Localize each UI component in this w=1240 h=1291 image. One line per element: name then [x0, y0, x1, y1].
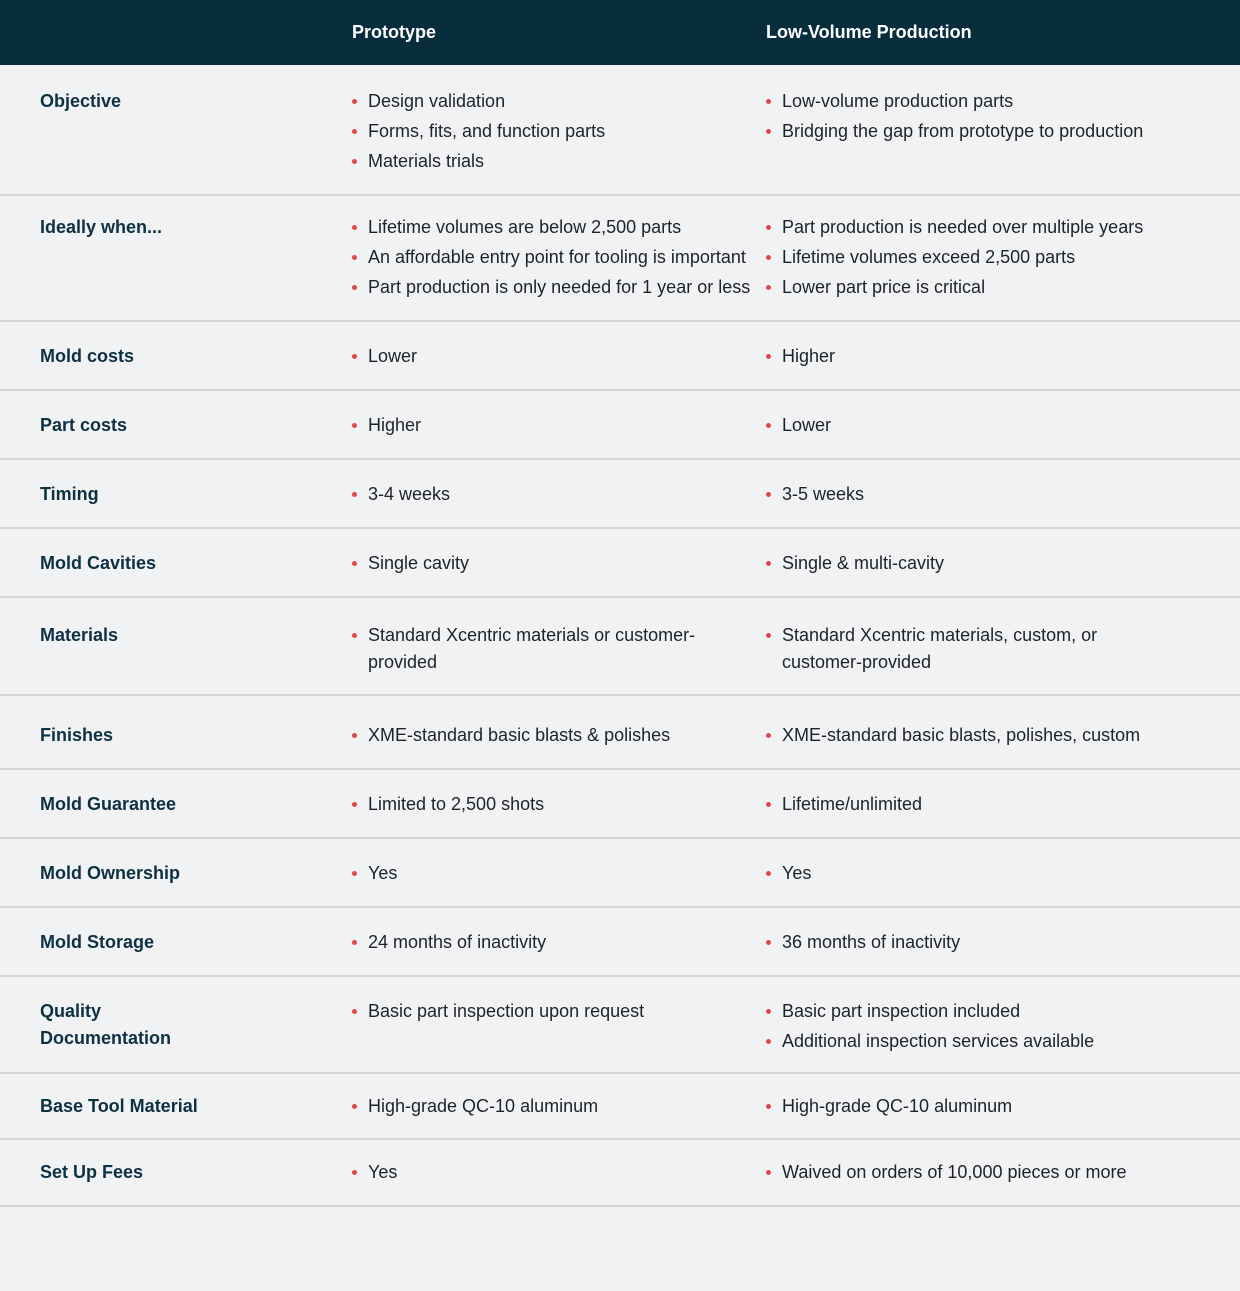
- row-label-text: Ideally when...: [40, 217, 163, 237]
- list-item: 3-5 weeks: [766, 481, 1150, 508]
- row-label-text: Mold Guarantee: [40, 794, 177, 814]
- row-label-text: Quality Documentation: [40, 1001, 172, 1048]
- production-cell: [766, 214, 1240, 301]
- row-label: [0, 481, 352, 508]
- list-item: Lower part price is critical: [766, 274, 1150, 301]
- row-label-text: Mold Cavities: [40, 553, 157, 573]
- list-item: Forms, fits, and function parts: [352, 118, 758, 145]
- production-bullet-list: [766, 343, 1150, 370]
- list-item: Standard Xcentric materials, custom, or customer-provided: [766, 622, 1150, 676]
- list-item: High-grade QC-10 aluminum: [766, 1093, 1150, 1120]
- prototype-cell: [352, 622, 766, 676]
- row-label-text: Mold Ownership: [40, 863, 181, 883]
- list-item: 36 months of inactivity: [766, 929, 1150, 956]
- production-cell: [766, 550, 1240, 577]
- row-label-text: Mold costs: [40, 346, 135, 366]
- production-bullet-list: [766, 622, 1150, 676]
- row-label: [0, 550, 352, 577]
- row-label-text: Objective: [40, 91, 122, 111]
- table-body: [0, 65, 1240, 1207]
- list-item: Waived on orders of 10,000 pieces or more: [766, 1159, 1150, 1186]
- prototype-cell: [352, 412, 766, 439]
- production-cell: [766, 622, 1240, 676]
- row-label: [0, 1093, 352, 1120]
- prototype-bullet-list: [352, 1159, 758, 1186]
- prototype-cell: [352, 860, 766, 887]
- table-row: [0, 839, 1240, 908]
- row-label: [0, 791, 352, 818]
- production-bullet-list: [766, 1159, 1150, 1186]
- list-item: Materials trials: [352, 148, 758, 175]
- prototype-cell: [352, 343, 766, 370]
- prototype-bullet-list: [352, 722, 758, 749]
- production-bullet-list: [766, 998, 1150, 1055]
- row-label-text: Base Tool Material: [40, 1096, 198, 1116]
- row-label: [0, 412, 352, 439]
- table-row: [0, 1074, 1240, 1140]
- row-label: [0, 998, 352, 1055]
- list-item: Basic part inspection included: [766, 998, 1150, 1025]
- prototype-bullet-list: [352, 998, 758, 1025]
- prototype-bullet-list: [352, 214, 758, 301]
- list-item: Lower: [766, 412, 1150, 439]
- list-item: High-grade QC-10 aluminum: [352, 1093, 758, 1120]
- production-cell: [766, 1159, 1240, 1186]
- header-prototype: Prototype: [352, 22, 437, 42]
- list-item: 3-4 weeks: [352, 481, 758, 508]
- list-item: Lifetime volumes exceed 2,500 parts: [766, 244, 1150, 271]
- prototype-cell: [352, 929, 766, 956]
- list-item: XME-standard basic blasts & polishes: [352, 722, 758, 749]
- list-item: Low-volume production parts: [766, 88, 1150, 115]
- table-row: [0, 770, 1240, 839]
- row-label-text: Part costs: [40, 415, 128, 435]
- row-label: [0, 722, 352, 749]
- prototype-bullet-list: [352, 929, 758, 956]
- prototype-cell: [352, 1159, 766, 1186]
- production-bullet-list: [766, 1093, 1150, 1120]
- table-row: [0, 1140, 1240, 1207]
- prototype-bullet-list: [352, 412, 758, 439]
- list-item: Design validation: [352, 88, 758, 115]
- prototype-bullet-list: [352, 88, 758, 175]
- list-item: Bridging the gap from prototype to production: [766, 118, 1150, 145]
- prototype-bullet-list: [352, 860, 758, 887]
- prototype-cell: [352, 1093, 766, 1120]
- production-cell: [766, 998, 1240, 1055]
- prototype-cell: [352, 214, 766, 301]
- row-label-text: Set Up Fees: [40, 1162, 144, 1182]
- list-item: Additional inspection services available: [766, 1028, 1150, 1055]
- table-row: [0, 977, 1240, 1074]
- prototype-cell: [352, 791, 766, 818]
- production-bullet-list: [766, 929, 1150, 956]
- prototype-bullet-list: [352, 481, 758, 508]
- production-bullet-list: [766, 791, 1150, 818]
- production-cell: [766, 722, 1240, 749]
- list-item: An affordable entry point for tooling is important: [352, 244, 758, 271]
- row-label-text: Finishes: [40, 725, 114, 745]
- production-cell: [766, 1093, 1240, 1120]
- list-item: XME-standard basic blasts, polishes, custom: [766, 722, 1150, 749]
- production-bullet-list: [766, 481, 1150, 508]
- table-row: [0, 696, 1240, 770]
- list-item: Lifetime/unlimited: [766, 791, 1150, 818]
- row-label: [0, 860, 352, 887]
- prototype-cell: [352, 481, 766, 508]
- production-bullet-list: [766, 550, 1150, 577]
- production-bullet-list: [766, 860, 1150, 887]
- prototype-bullet-list: [352, 622, 758, 676]
- prototype-bullet-list: [352, 791, 758, 818]
- row-label: [0, 929, 352, 956]
- row-label: [0, 214, 352, 301]
- list-item: Single cavity: [352, 550, 758, 577]
- list-item: 24 months of inactivity: [352, 929, 758, 956]
- prototype-bullet-list: [352, 343, 758, 370]
- production-cell: [766, 343, 1240, 370]
- list-item: Lower: [352, 343, 758, 370]
- prototype-cell: [352, 88, 766, 175]
- list-item: Standard Xcentric materials or customer-provided: [352, 622, 758, 676]
- table-header: [0, 0, 1240, 65]
- table-row: [0, 529, 1240, 598]
- list-item: Single & multi-cavity: [766, 550, 1150, 577]
- row-label-text: Materials: [40, 625, 119, 645]
- table-row: [0, 196, 1240, 322]
- row-label-text: Timing: [40, 484, 99, 504]
- prototype-bullet-list: [352, 550, 758, 577]
- list-item: Lifetime volumes are below 2,500 parts: [352, 214, 758, 241]
- production-cell: [766, 860, 1240, 887]
- table-row: [0, 65, 1240, 196]
- list-item: Part production is needed over multiple years: [766, 214, 1150, 241]
- list-item: Yes: [352, 860, 758, 887]
- table-row: [0, 908, 1240, 977]
- list-item: Yes: [766, 860, 1150, 887]
- list-item: Yes: [352, 1159, 758, 1186]
- production-cell: [766, 791, 1240, 818]
- list-item: Higher: [352, 412, 758, 439]
- row-label-text: Mold Storage: [40, 932, 155, 952]
- header-low-volume-production: Low-Volume Production: [766, 22, 972, 42]
- production-bullet-list: [766, 412, 1150, 439]
- production-bullet-list: [766, 88, 1150, 145]
- prototype-bullet-list: [352, 1093, 758, 1120]
- row-label: [0, 622, 352, 676]
- prototype-cell: [352, 722, 766, 749]
- prototype-cell: [352, 550, 766, 577]
- list-item: Limited to 2,500 shots: [352, 791, 758, 818]
- production-cell: [766, 412, 1240, 439]
- list-item: Part production is only needed for 1 year or less: [352, 274, 758, 301]
- prototype-cell: [352, 998, 766, 1055]
- row-label: [0, 1159, 352, 1186]
- row-label: [0, 88, 352, 175]
- table-row: [0, 460, 1240, 529]
- production-bullet-list: [766, 722, 1150, 749]
- production-bullet-list: [766, 214, 1150, 301]
- table-row: [0, 598, 1240, 696]
- table-row: [0, 391, 1240, 460]
- production-cell: [766, 481, 1240, 508]
- row-label: [0, 343, 352, 370]
- table-row: [0, 322, 1240, 391]
- production-cell: [766, 88, 1240, 175]
- list-item: Basic part inspection upon request: [352, 998, 758, 1025]
- list-item: Higher: [766, 343, 1150, 370]
- production-cell: [766, 929, 1240, 956]
